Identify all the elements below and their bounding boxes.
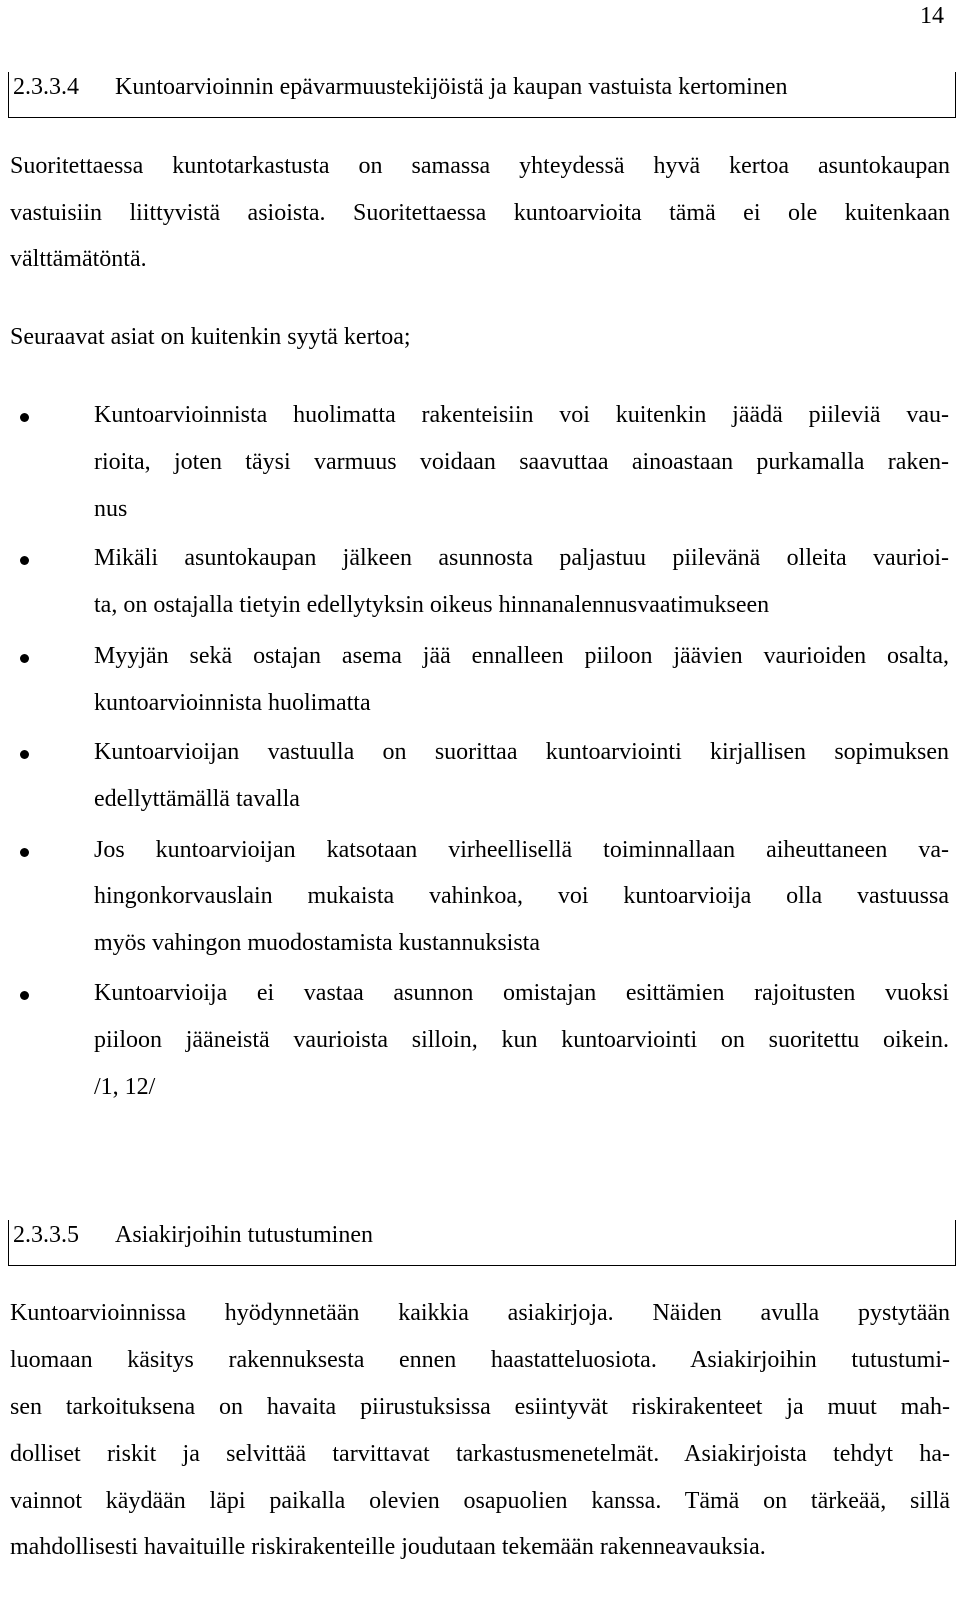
bullet-icon xyxy=(20,654,29,663)
bullet-icon xyxy=(20,991,29,1000)
section-number: 2.3.3.5 xyxy=(13,1222,79,1248)
list-item-line: hingonkorvauslain mukaista vahinkoa, voi kuntoarvioija olla vastuussa xyxy=(94,883,949,909)
paragraph-line: Suoritettaessa kuntotarkastusta on samassa yhteydessä hyvä kertoa asuntokaupan xyxy=(10,153,950,179)
bullet-icon xyxy=(20,413,29,422)
list-item-line: myös vahingon muodostamista kustannuksista xyxy=(94,930,540,956)
paragraph-line: luomaan käsitys rakennuksesta ennen haastatteluosiota. Asiakirjoihin tutustumi- xyxy=(10,1347,950,1373)
section-number: 2.3.3.4 xyxy=(13,74,79,100)
paragraph-line: dolliset riskit ja selvittää tarvittavat tarkastusmenetelmät. Asiakirjoista tehdyt ha- xyxy=(10,1441,950,1467)
paragraph-line: vainnot käydään läpi paikalla olevien osapuolien kanssa. Tämä on tärkeää, sillä xyxy=(10,1488,950,1514)
list-item-line: Kuntoarvioija ei vastaa asunnon omistajan esittämien rajoitusten vuoksi xyxy=(94,980,949,1006)
bullet-icon xyxy=(20,848,29,857)
paragraph-line: välttämätöntä. xyxy=(10,246,147,272)
list-item-line: nus xyxy=(94,496,128,522)
section-title: Asiakirjoihin tutustuminen xyxy=(115,1222,373,1248)
list-intro: Seuraavat asiat on kuitenkin syytä kertoa; xyxy=(10,324,411,350)
section-heading-2-3-3-5 xyxy=(8,1220,956,1266)
list-item-line: Kuntoarvioinnista huolimatta rakenteisiin voi kuitenkin jäädä piileviä vau- xyxy=(94,402,949,428)
list-item-line: /1, 12/ xyxy=(94,1074,156,1100)
section-heading-2-3-3-4 xyxy=(8,72,956,118)
list-item-line: Mikäli asuntokaupan jälkeen asunnosta paljastuu piilevänä olleita vaurioi- xyxy=(94,545,949,571)
page-number: 14 xyxy=(920,3,944,29)
bullet-icon xyxy=(20,750,29,759)
section-title: Kuntoarvioinnin epävarmuustekijöistä ja kaupan vastuista kertominen xyxy=(115,74,788,100)
list-item-line: piiloon jääneistä vaurioista silloin, kun kuntoarviointi on suoritettu oikein. xyxy=(94,1027,949,1053)
list-item-line: edellyttämällä tavalla xyxy=(94,786,300,812)
list-item-line: Jos kuntoarvioijan katsotaan virheellisellä toiminnallaan aiheuttaneen va- xyxy=(94,837,949,863)
list-item-line: Myyjän sekä ostajan asema jää ennalleen piiloon jäävien vaurioiden osalta, xyxy=(94,643,949,669)
paragraph-line: Kuntoarvioinnissa hyödynnetään kaikkia asiakirjoja. Näiden avulla pystytään xyxy=(10,1300,950,1326)
list-item-line: ta, on ostajalla tietyin edellytyksin oikeus hinnanalennusvaatimukseen xyxy=(94,592,770,618)
list-item-line: kuntoarvioinnista huolimatta xyxy=(94,690,371,716)
list-item-line: rioita, joten täysi varmuus voidaan saavuttaa ainoastaan purkamalla raken- xyxy=(94,449,949,475)
bullet-icon xyxy=(20,556,29,565)
paragraph-line: mahdollisesti havaituille riskirakenteille joudutaan tekemään rakenneavauksia. xyxy=(10,1534,766,1560)
list-item-line: Kuntoarvioijan vastuulla on suorittaa kuntoarviointi kirjallisen sopimuksen xyxy=(94,739,949,765)
paragraph-line: vastuisiin liittyvistä asioista. Suoritettaessa kuntoarvioita tämä ei ole kuitenkaan xyxy=(10,200,950,226)
paragraph-line: sen tarkoituksena on havaita piirustuksissa esiintyvät riskirakenteet ja muut mah- xyxy=(10,1394,950,1420)
